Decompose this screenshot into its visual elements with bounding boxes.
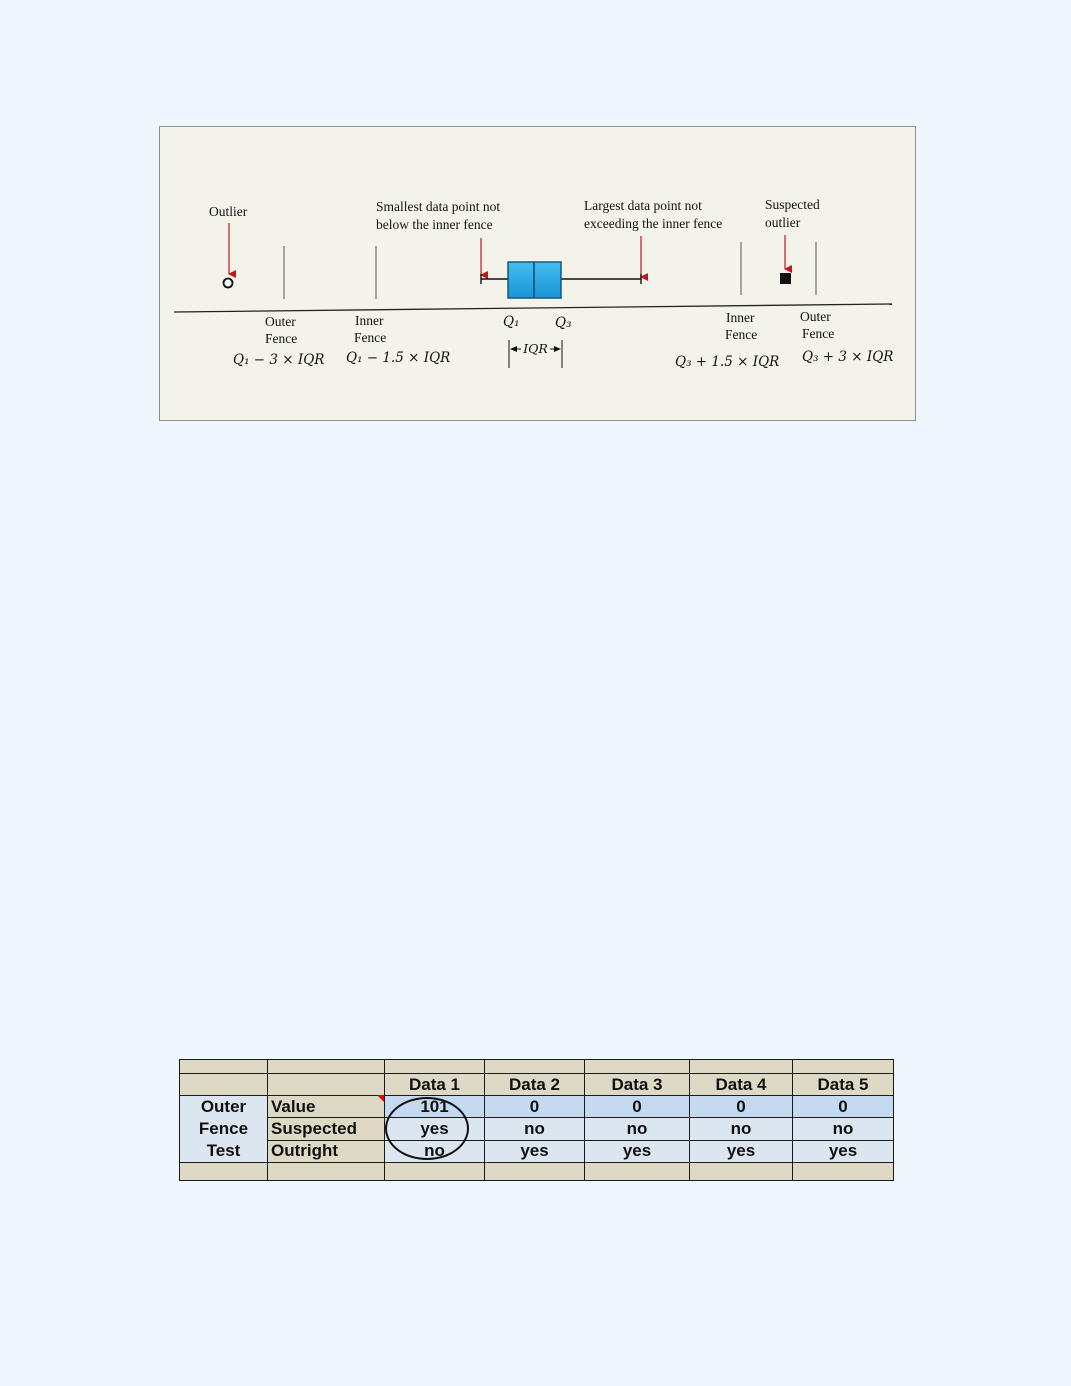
row-label-outright: Outright [268, 1140, 385, 1162]
group-label-line2: Fence [198, 1119, 249, 1138]
outright-data-4: yes [690, 1140, 793, 1162]
q1-label: Q₁ [503, 314, 520, 330]
header-data-3: Data 3 [585, 1074, 690, 1096]
header-data-4: Data 4 [690, 1074, 793, 1096]
header-data-2: Data 2 [485, 1074, 585, 1096]
outright-data-2: yes [485, 1140, 585, 1162]
suspected-callout-line2: outlier [765, 215, 801, 230]
outer-fence-right-label2: Fence [802, 326, 835, 341]
outright-data-3: yes [585, 1140, 690, 1162]
group-label-line3: Test [206, 1141, 241, 1160]
boxplot-fence-diagram [159, 126, 916, 421]
value-data-2: 0 [485, 1096, 585, 1118]
largest-callout-line2: exceeding the inner fence [584, 216, 723, 231]
value-data-4: 0 [690, 1096, 793, 1118]
q3-label: Q₃ [555, 315, 572, 331]
data-1-highlight-circle [385, 1097, 469, 1160]
suspected-data-2: no [485, 1118, 585, 1140]
header-cell-0 [180, 1074, 268, 1096]
suspected-data-3: no [585, 1118, 690, 1140]
table-spacer-row-bottom [180, 1163, 894, 1181]
header-data-1: Data 1 [385, 1074, 485, 1096]
value-data-1: 101 [385, 1096, 485, 1118]
suspected-data-4: no [690, 1118, 793, 1140]
inner-fence-left-label1: Inner [355, 313, 384, 328]
group-label [180, 1096, 268, 1163]
comment-indicator [377, 1095, 384, 1102]
row-label-suspected: Suspected [268, 1118, 385, 1140]
table-header-row [180, 1074, 894, 1096]
suspected-callout-line1: Suspected [765, 197, 820, 212]
outright-data-5: yes [793, 1140, 894, 1162]
group-label-line1: Outer [200, 1097, 247, 1116]
suspected-outlier-point [780, 273, 791, 284]
outer-fence-right-formula: Q₃ + 3 × IQR [802, 349, 894, 365]
smallest-callout-line1: Smallest data point not [376, 199, 501, 214]
suspected-data-1: yes [385, 1118, 485, 1140]
outlier-callout: Outlier [209, 204, 248, 219]
outer-fence-left-label2: Fence [265, 331, 298, 346]
value-data-5: 0 [793, 1096, 894, 1118]
table-spacer-row-top [180, 1060, 894, 1074]
inner-fence-left-formula: Q₁ − 1.5 × IQR [346, 350, 451, 366]
table-row-outright [180, 1140, 894, 1162]
inner-fence-right-label1: Inner [726, 310, 755, 325]
inner-fence-left-label2: Fence [354, 330, 387, 345]
header-cell-1 [268, 1074, 385, 1096]
outer-fence-left-label1: Outer [265, 314, 296, 329]
inner-fence-right-label2: Fence [725, 327, 758, 342]
suspected-data-5: no [793, 1118, 894, 1140]
inner-fence-right-formula: Q₃ + 1.5 × IQR [675, 354, 780, 370]
value-data-3: 0 [585, 1096, 690, 1118]
outer-fence-left-formula: Q₁ − 3 × IQR [233, 352, 325, 368]
row-label-value: Value [268, 1096, 385, 1118]
smallest-callout-line2: below the inner fence [376, 217, 493, 232]
table-row-suspected [180, 1118, 894, 1140]
table-row-value [180, 1096, 894, 1118]
header-data-5: Data 5 [793, 1074, 894, 1096]
outer-fence-right-label1: Outer [800, 309, 831, 324]
iqr-label: IQR [523, 341, 548, 356]
largest-callout-line1: Largest data point not [584, 198, 702, 213]
diagram-canvas [159, 126, 916, 421]
outright-data-1: no [385, 1140, 485, 1162]
outer-fence-test-table [179, 1059, 894, 1181]
